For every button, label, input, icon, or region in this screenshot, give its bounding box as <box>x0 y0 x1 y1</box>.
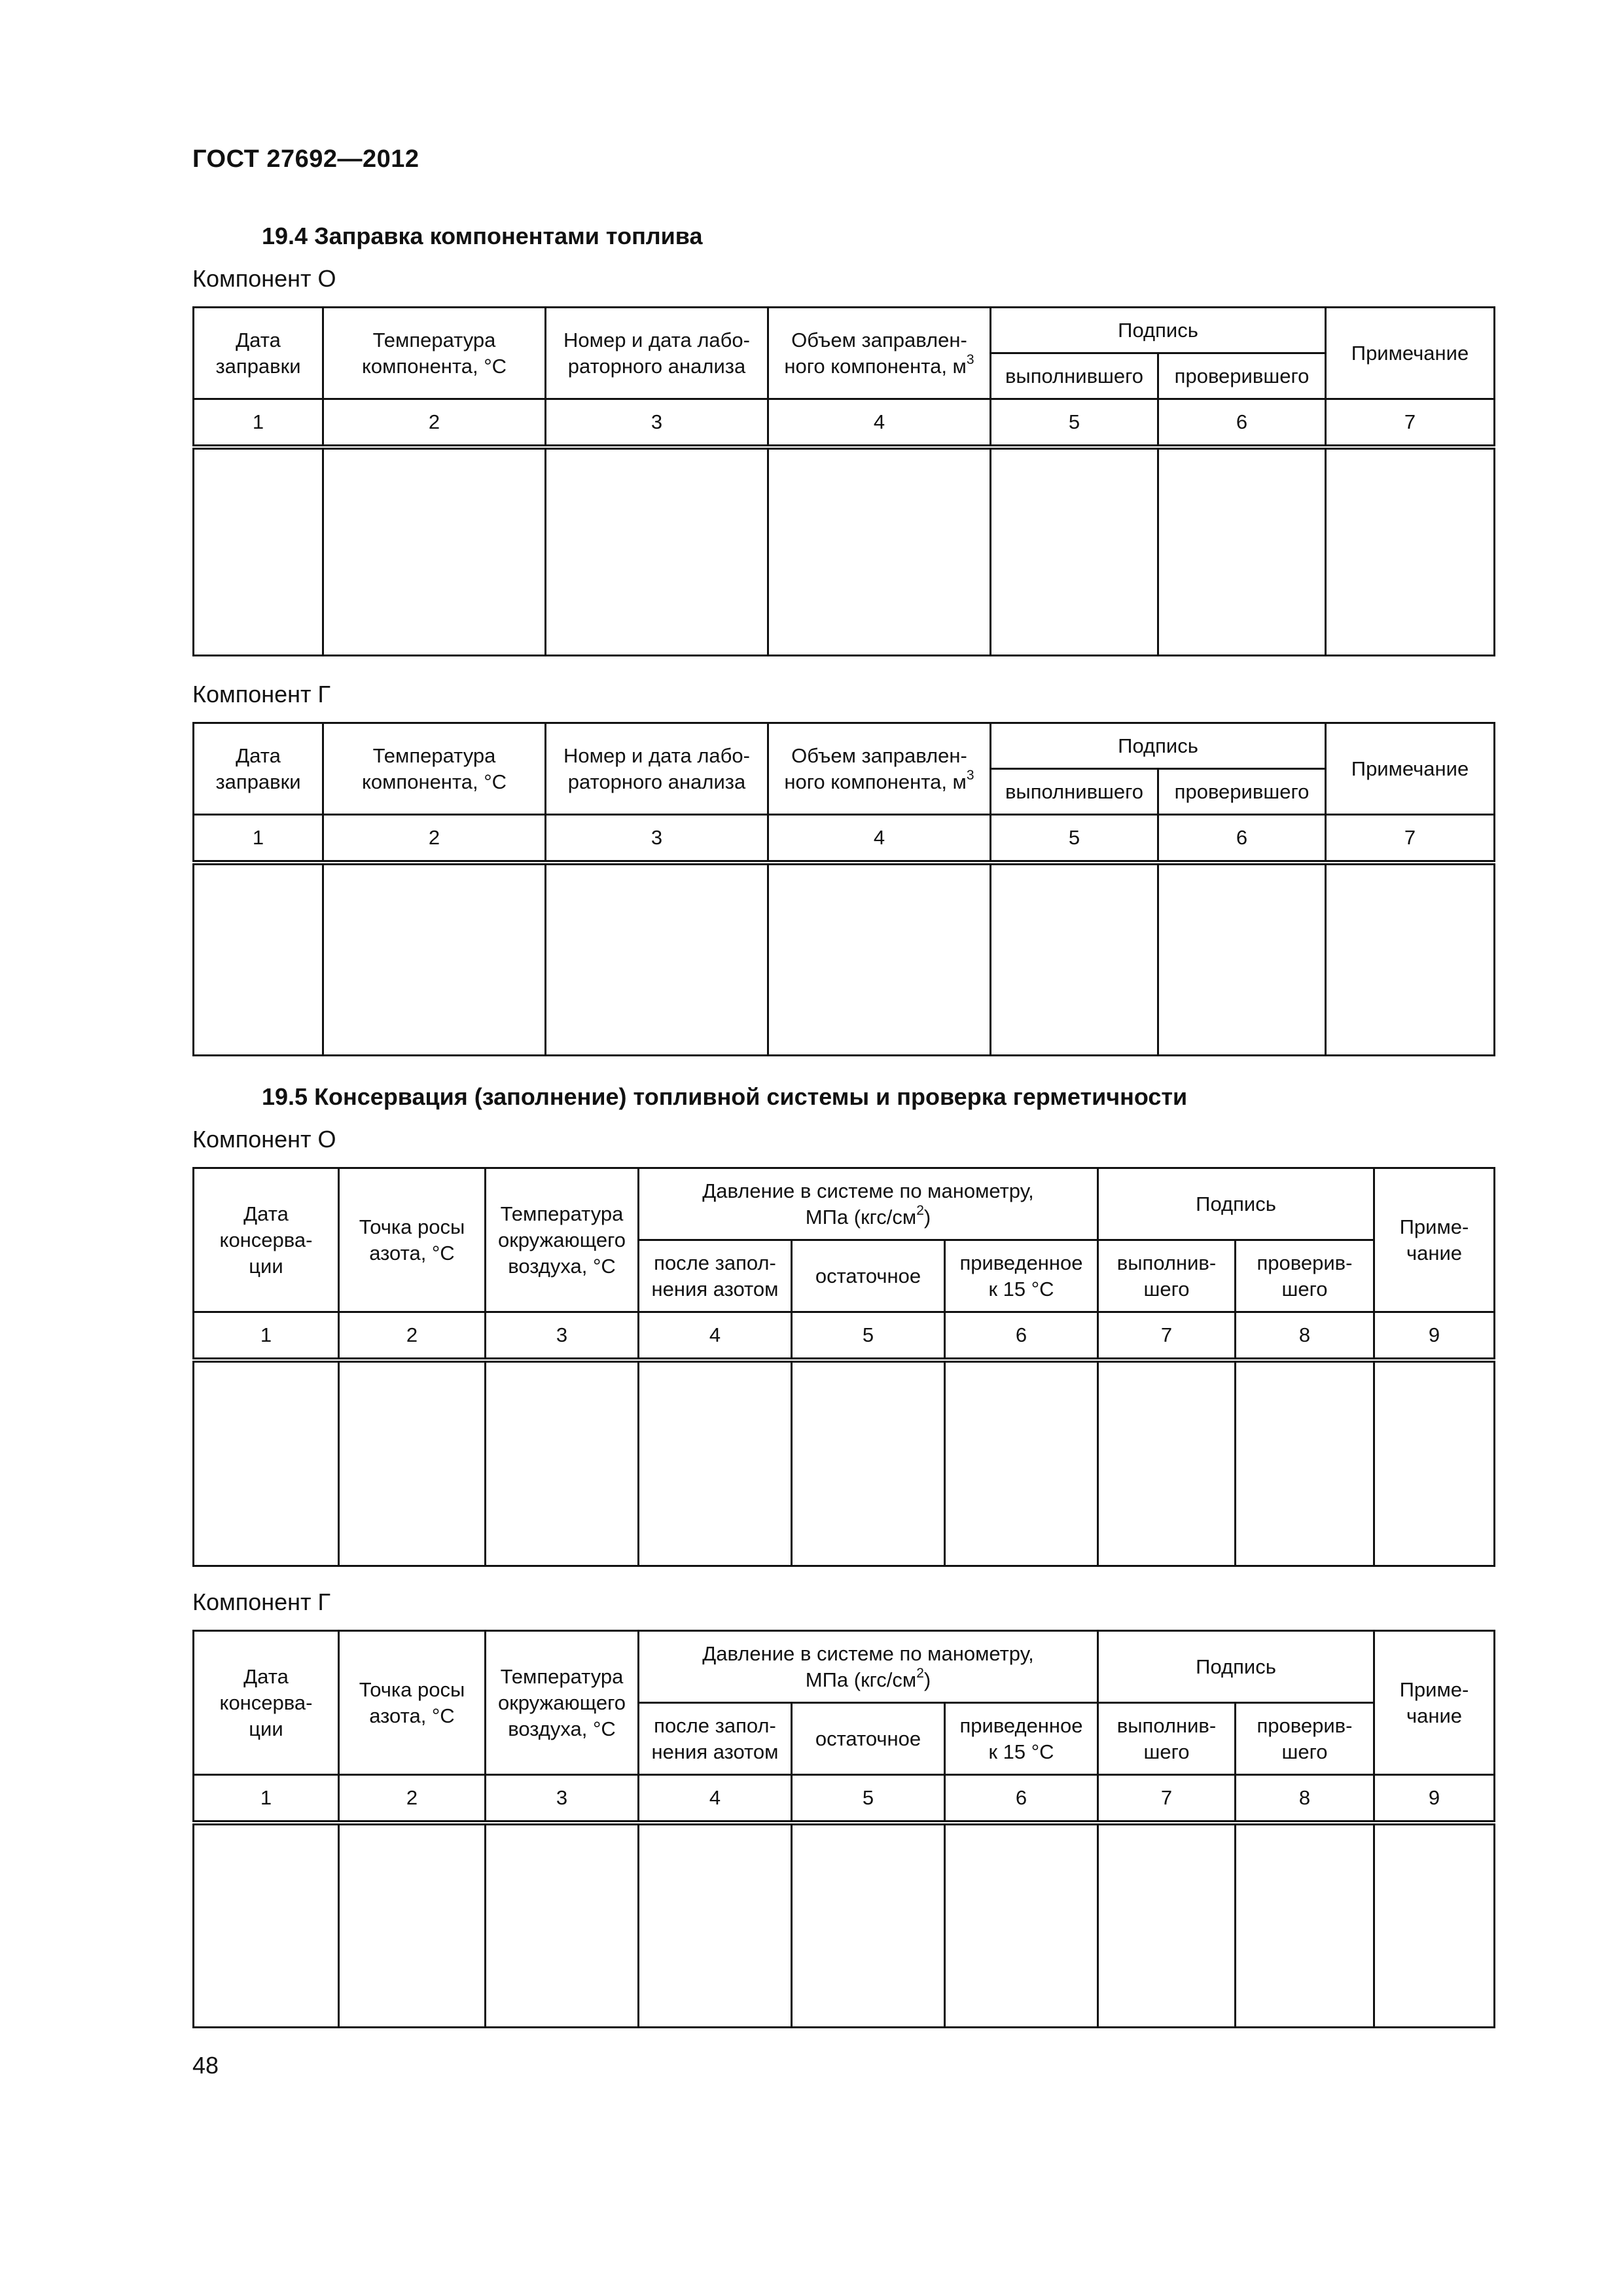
entry-cell[interactable] <box>768 447 991 655</box>
entry-cell[interactable] <box>194 447 323 655</box>
header-dew-point: Точка росы азота, °С <box>339 1168 486 1312</box>
component-label: Компонент О <box>192 265 336 292</box>
column-number: 1 <box>194 815 323 863</box>
entry-cell[interactable] <box>639 1823 792 2027</box>
entry-cell[interactable] <box>339 1360 486 1566</box>
column-number: 9 <box>1374 1775 1495 1823</box>
column-number: 9 <box>1374 1312 1495 1361</box>
header-checker: проверившего <box>1158 353 1326 399</box>
column-number: 6 <box>1158 399 1326 448</box>
header-after-fill: после запол- нения азотом <box>639 1240 792 1312</box>
document-header: ГОСТ 27692—2012 <box>192 145 419 173</box>
column-number: 2 <box>323 399 546 448</box>
entry-cell[interactable] <box>546 447 768 655</box>
column-number: 3 <box>546 399 768 448</box>
section-title-19-4: 19.4 Заправка компонентами топлива <box>262 223 703 249</box>
header-performer: выполнившего <box>991 353 1158 399</box>
column-number: 5 <box>991 399 1158 448</box>
entry-cell[interactable] <box>1236 1360 1374 1566</box>
entry-cell[interactable] <box>1158 447 1326 655</box>
entry-cell[interactable] <box>1098 1823 1236 2027</box>
header-signature: Подпись <box>991 723 1326 769</box>
component-label: Компонент Г <box>192 1588 331 1615</box>
component-label: Компонент О <box>192 1126 336 1153</box>
header-date: Дата заправки <box>194 723 323 815</box>
entry-cell[interactable] <box>792 1360 945 1566</box>
refueling-table-g <box>192 722 1495 1056</box>
header-temperature: Температура компонента, °С <box>323 723 546 815</box>
header-performer: выполнив- шего <box>1098 1240 1236 1312</box>
entry-cell[interactable] <box>945 1360 1098 1566</box>
entry-cell[interactable] <box>991 447 1158 655</box>
section-title-19-5: 19.5 Консервация (заполнение) топливной системы и проверка герметичности <box>262 1083 1188 1110</box>
entry-cell[interactable] <box>991 863 1158 1055</box>
entry-cell[interactable] <box>1158 863 1326 1055</box>
header-note: Примечание <box>1326 723 1495 815</box>
column-number: 3 <box>486 1312 639 1361</box>
column-number: 3 <box>486 1775 639 1823</box>
entry-cell[interactable] <box>1326 863 1495 1055</box>
entry-cell[interactable] <box>1326 447 1495 655</box>
column-number: 6 <box>945 1312 1098 1361</box>
header-after-fill: после запол- нения азотом <box>639 1703 792 1775</box>
column-number: 2 <box>339 1775 486 1823</box>
entry-cell[interactable] <box>1098 1360 1236 1566</box>
header-dew-point: Точка росы азота, °С <box>339 1631 486 1775</box>
column-number: 7 <box>1098 1312 1236 1361</box>
entry-cell[interactable] <box>194 863 323 1055</box>
entry-cell[interactable] <box>768 863 991 1055</box>
page-number: 48 <box>192 2052 219 2079</box>
entry-cell[interactable] <box>486 1823 639 2027</box>
header-signature: Подпись <box>1098 1631 1374 1703</box>
header-temperature: Температура компонента, °С <box>323 308 546 399</box>
column-number: 8 <box>1236 1775 1374 1823</box>
column-number: 3 <box>546 815 768 863</box>
column-number: 5 <box>792 1775 945 1823</box>
column-number: 7 <box>1326 815 1495 863</box>
header-note: Приме- чание <box>1374 1168 1495 1312</box>
column-number: 4 <box>768 399 991 448</box>
header-lab-analysis: Номер и дата лабо- раторного анализа <box>546 723 768 815</box>
header-ambient-temperature: Температура окружающего воздуха, °С <box>486 1631 639 1775</box>
column-number: 5 <box>991 815 1158 863</box>
column-number: 4 <box>639 1312 792 1361</box>
header-reduced: приведенное к 15 °С <box>945 1703 1098 1775</box>
entry-cell[interactable] <box>486 1360 639 1566</box>
header-volume: Объем заправлен- ного компонента, $м^3$ <box>768 723 991 815</box>
entry-cell[interactable] <box>792 1823 945 2027</box>
column-number: 4 <box>768 815 991 863</box>
header-pressure: Давление в системе по манометру, МПа $(кгс/см^2)$ <box>639 1168 1098 1240</box>
header-reduced: приведенное к 15 °С <box>945 1240 1098 1312</box>
header-note: Примечание <box>1326 308 1495 399</box>
header-checker: проверив- шего <box>1236 1703 1374 1775</box>
header-signature: Подпись <box>1098 1168 1374 1240</box>
column-number: 2 <box>339 1312 486 1361</box>
entry-cell[interactable] <box>323 863 546 1055</box>
column-number: 7 <box>1326 399 1495 448</box>
component-label: Компонент Г <box>192 681 331 708</box>
conservation-table-o <box>192 1167 1495 1567</box>
column-number: 8 <box>1236 1312 1374 1361</box>
header-date: Дата заправки <box>194 308 323 399</box>
refueling-table-o <box>192 306 1495 656</box>
header-performer: выполнившего <box>991 769 1158 815</box>
column-number: 5 <box>792 1312 945 1361</box>
column-number: 1 <box>194 399 323 448</box>
column-number: 2 <box>323 815 546 863</box>
column-number: 1 <box>194 1312 339 1361</box>
column-number: 6 <box>945 1775 1098 1823</box>
header-ambient-temperature: Температура окружающего воздуха, °С <box>486 1168 639 1312</box>
entry-cell[interactable] <box>1236 1823 1374 2027</box>
column-number: 7 <box>1098 1775 1236 1823</box>
entry-cell[interactable] <box>546 863 768 1055</box>
header-date: Дата консерва- ции <box>194 1168 339 1312</box>
column-number: 1 <box>194 1775 339 1823</box>
column-number: 6 <box>1158 815 1326 863</box>
header-signature: Подпись <box>991 308 1326 353</box>
entry-cell[interactable] <box>194 1360 339 1566</box>
entry-cell[interactable] <box>194 1823 339 2027</box>
header-pressure: Давление в системе по манометру, МПа $(кгс/см^2)$ <box>639 1631 1098 1703</box>
header-residual: остаточное <box>792 1703 945 1775</box>
header-residual: остаточное <box>792 1240 945 1312</box>
column-number: 4 <box>639 1775 792 1823</box>
header-checker: проверив- шего <box>1236 1240 1374 1312</box>
entry-cell[interactable] <box>1374 1360 1495 1566</box>
header-note: Приме- чание <box>1374 1631 1495 1775</box>
header-lab-analysis: Номер и дата лабо- раторного анализа <box>546 308 768 399</box>
entry-cell[interactable] <box>639 1360 792 1566</box>
entry-cell[interactable] <box>339 1823 486 2027</box>
conservation-table-g <box>192 1630 1495 2028</box>
header-checker: проверившего <box>1158 769 1326 815</box>
header-volume: Объем заправлен- ного компонента, $м^3$ <box>768 308 991 399</box>
entry-cell[interactable] <box>323 447 546 655</box>
entry-cell[interactable] <box>1374 1823 1495 2027</box>
header-date: Дата консерва- ции <box>194 1631 339 1775</box>
header-performer: выполнив- шего <box>1098 1703 1236 1775</box>
entry-cell[interactable] <box>945 1823 1098 2027</box>
